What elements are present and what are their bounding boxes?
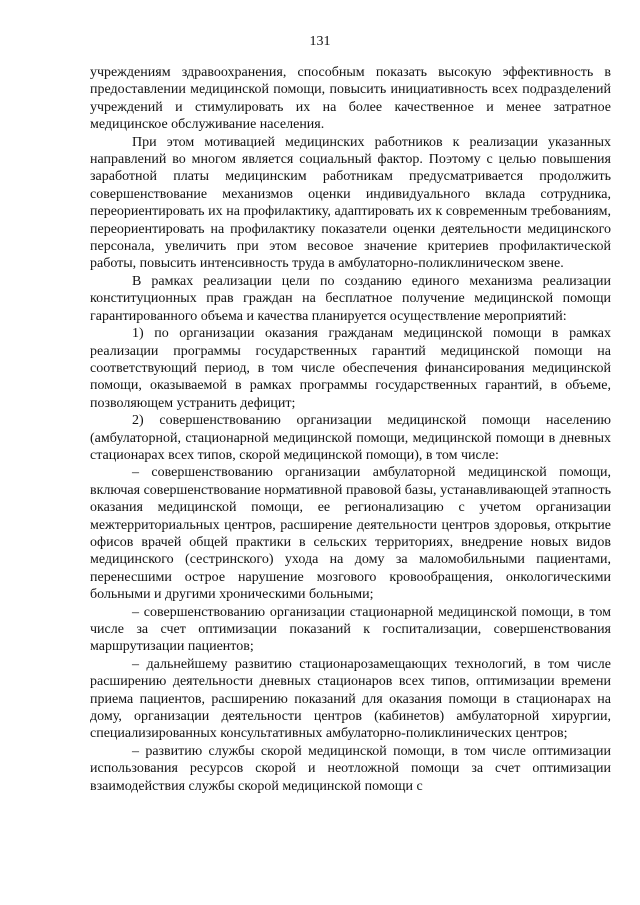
paragraph-2: При этом мотивацией медицинских работников к реализации указанных направлений во многом является социальный фактор. Поэтому с целью повышения заработной платы медицинским работникам предусматривается продолжить совершенствование механизмов оценки индивидуального вклада сотрудника, переориентировать их на профилактику, адаптировать их к современным требованиям, переориентировать на профилактику показатели оценки деятельности медицинского персонала, увеличить при этом весовое значение критериев профилактической работы, повысить интенсивность труда в амбулаторно-поликлиническом звене. (90, 134, 611, 272)
list-item-2: 2) совершенствованию организации медицинской помощи населению (амбулаторной, стационарной медицинской помощи, медицинской помощи в дневных стационарах всех типов, скорой медицинской помощи), в том числе: (90, 413, 611, 463)
page-number: 131 (309, 34, 331, 49)
paragraph-3: В рамках реализации цели по созданию единого механизма реализации конституционных прав граждан на бесплатное получение медицинской помощи гарантированного объема и качества планируется осуществление мероприятий: (90, 273, 611, 324)
sub-item-stationary: – совершенствованию организации стационарной медицинской помощи, в том числе за счет оптимизации показаний к госпитализации, совершенствования маршрутизации пациентов; (90, 604, 611, 655)
sub-item-emergency: – развитию службы скорой медицинской помощи, в том числе оптимизации использования ресурсов скорой и неотложной помощи за счет оптимизации взаимодействия службы скорой медицинской помощи с (90, 743, 611, 794)
sub-item-day-hospital: – дальнейшему развитию стационарозамещающих технологий, в том числе расширению деятельности дневных стационаров всех типов, оптимизации времени приема пациентов, расширению показаний для оказания помощи в стационарах на дому, организации деятельности центров (кабинетов) амбулаторной хирургии, специализированных консультативных амбулаторно-поликлинических центров; (90, 656, 611, 742)
sub-item-ambulatory: – совершенствованию организации амбулаторной медицинской помощи, включая совершенствование нормативной правовой базы, устанавливающей этапность оказания медицинской помощи, ее регионализацию с учетом организации межтерриториальных центров, расширение деятельности центров здоровья, открытие офисов врачей общей практики в сельских территориях, внедрение новых видов медицинского (сестринского) ухода на дому за маломобильными пациентами, перенесшими острое нарушение мозгового кровообращения, онкологическими больными и другими хроническими больными; (90, 465, 611, 603)
list-item-1: 1) по организации оказания гражданам медицинской помощи в рамках реализации программы государственных гарантий медицинской помощи на соответствующий период, в том числе обеспечения финансирования медицинской помощи, оказываемой в рамках программы государственных гарантий, в объеме, позволяющем устранить дефицит; (90, 326, 611, 411)
paragraph-1: учреждениям здравоохранения, способным показать высокую эффективность в предоставлении медицинской помощи, повысить инициативность всех подразделений учреждений и стимулировать их на более качественное и менее затратное медицинское обслуживание населения. (90, 65, 611, 133)
document-body (90, 64, 611, 795)
